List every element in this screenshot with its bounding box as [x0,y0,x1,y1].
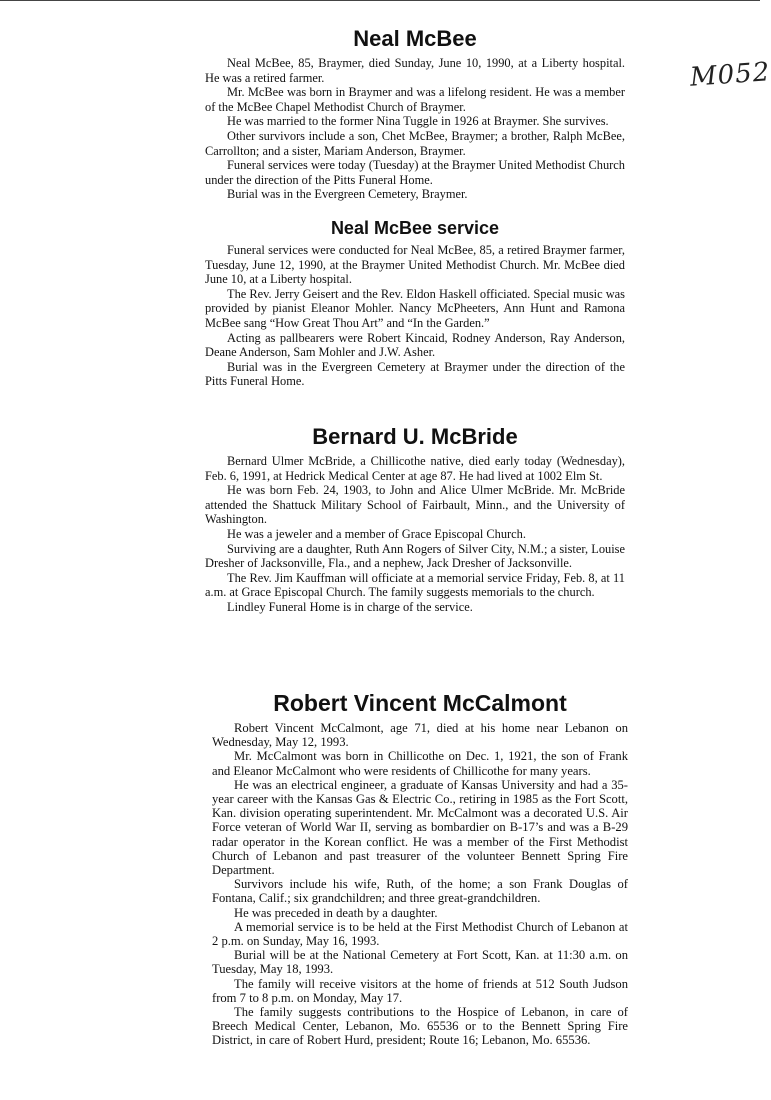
obituary-paragraph: Surviving are a daughter, Ruth Ann Rogers of Silver City, N.M.; a sister, Louise Dresher of Jacksonville, Fla., and a nephew, Jack Dresher of Jacksonville. [205,541,625,571]
obituary-paragraph: Acting as pallbearers were Robert Kincaid, Rodney Anderson, Ray Anderson, Deane Anderson, Sam Mohler and J.W. Asher. [205,330,625,360]
obituary-paragraph: The family will receive visitors at the home of friends at 512 South Judson from 7 to 8 p.m. on Monday, May 17. [212,976,628,1005]
obituary-paragraph: Burial was in the Evergreen Cemetery, Braymer. [227,187,468,202]
obituary-paragraph: Neal McBee, 85, Braymer, died Sunday, June 10, 1990, at a Liberty hospital. He was a retired farmer. [205,56,625,85]
obituary-paragraph: He was preceded in death by a daughter. [234,905,438,920]
obituary-paragraph: He was born Feb. 24, 1903, to John and Alice Ulmer McBride. Mr. McBride attended the Shattuck Military School of Fairbault, Minn., and the University of Washington. [205,483,625,527]
obituary-title: Robert Vincent McCalmont [273,690,567,716]
obituary-title: Neal McBee service [330,218,500,238]
obituary-paragraph: Mr. McCalmont was born in Chillicothe on Dec. 1, 1921, the son of Frank and Eleanor McCalmont who were residents of Chillicothe for many years. [212,749,628,778]
obituary-robert-mccalmont [212,690,628,1048]
obituary-paragraph: Burial was in the Evergreen Cemetery at Braymer under the direction of the Pitts Funeral Home. [205,359,625,389]
obituary-title: Neal McBee [353,26,477,51]
obituary-paragraph: He was a jeweler and a member of Grace Episcopal Church. [227,526,526,541]
obituary-bernard-mcbride [205,424,625,615]
obituary-neal-mcbee-service [205,218,625,389]
obituary-paragraph: The family suggests contributions to the Hospice of Lebanon, in care of Breech Medical Center, Lebanon, Mo. 65536 or to the Bennett Spring Fire District, in care of Robert Hurd, president; Route 16; Lebanon, Mo. 65536. [212,1005,628,1048]
obituary-title: Bernard U. McBride [312,424,518,449]
obituary-paragraph: A memorial service is to be held at the First Methodist Church of Lebanon at 2 p.m. on Sunday, May 16, 1993. [212,919,628,949]
obituary-paragraph: He was an electrical engineer, a graduate of Kansas University and had a 35-year career with the Kansas Gas & Electric Co., retiring in 1985 as the Fort Scott, Kan. division operating superintendent. Mr. McCalmont was a decorated U.S. Air Force veteran of World War II, serving as bombardier on B-17’s and was a B-29 radar operator in the Korean conflict. He was a member of the First Methodist Church of Lebanon and past treasurer of the volunteer Bennett Spring Fire Department. [212,777,628,878]
obituary-paragraph: Robert Vincent McCalmont, age 71, died at his home near Lebanon on Wednesday, May 12, 1993. [212,721,628,750]
obituary-neal-mcbee [205,26,625,202]
obituary-paragraph: He was married to the former Nina Tuggle in 1926 at Braymer. She survives. [227,114,609,129]
obituary-paragraph: Other survivors include a son, Chet McBee, Braymer; a brother, Ralph McBee, Carrollton; and a sister, Mariam Anderson, Braymer. [205,128,625,158]
obituary-paragraph: Funeral services were today (Tuesday) at the Braymer United Methodist Church under the direction of the Pitts Funeral Home. [205,158,626,187]
obituary-paragraph: Lindley Funeral Home is in charge of the service. [227,599,473,614]
top-rule [0,0,760,7]
handwritten-margin-note: M052 [689,57,771,93]
obituary-paragraph: The Rev. Jim Kauffman will officiate at a memorial service Friday, Feb. 8, at 11 a.m. at Grace Episcopal Church. The family suggests memorials to the church. [205,570,625,600]
obituary-paragraph: Mr. McBee was born in Braymer and was a lifelong resident. He was a member of the McBee Chapel Methodist Church of Braymer. [205,85,625,114]
obituary-paragraph: Survivors include his wife, Ruth, of the home; a son Frank Douglas of Fontana, Calif.; six grandchildren; and three great-grandchildren. [212,877,628,906]
obituary-paragraph: Bernard Ulmer McBride, a Chillicothe native, died early today (Wednesday), Feb. 6, 1991, at Hedrick Medical Center at age 87. He had lived at 1002 Elm St. [205,454,625,483]
obituary-paragraph: The Rev. Jerry Geisert and the Rev. Eldon Haskell officiated. Special music was provided by pianist Eleanor Mohler. Nancy McPheeters, Ann Hunt and Ramona McBee sang “How Great Thou Art” and “In the Garden.” [205,286,625,330]
obituary-paragraph: Burial will be at the National Cemetery at Fort Scott, Kan. at 11:30 a.m. on Tuesday, May 18, 1993. [212,948,628,977]
obituary-paragraph: Funeral services were conducted for Neal McBee, 85, a retired Braymer farmer, Tuesday, June 12, 1990, at the Braymer United Methodist Church. Mr. McBee died June 10, at a Liberty hospital. [205,243,625,287]
